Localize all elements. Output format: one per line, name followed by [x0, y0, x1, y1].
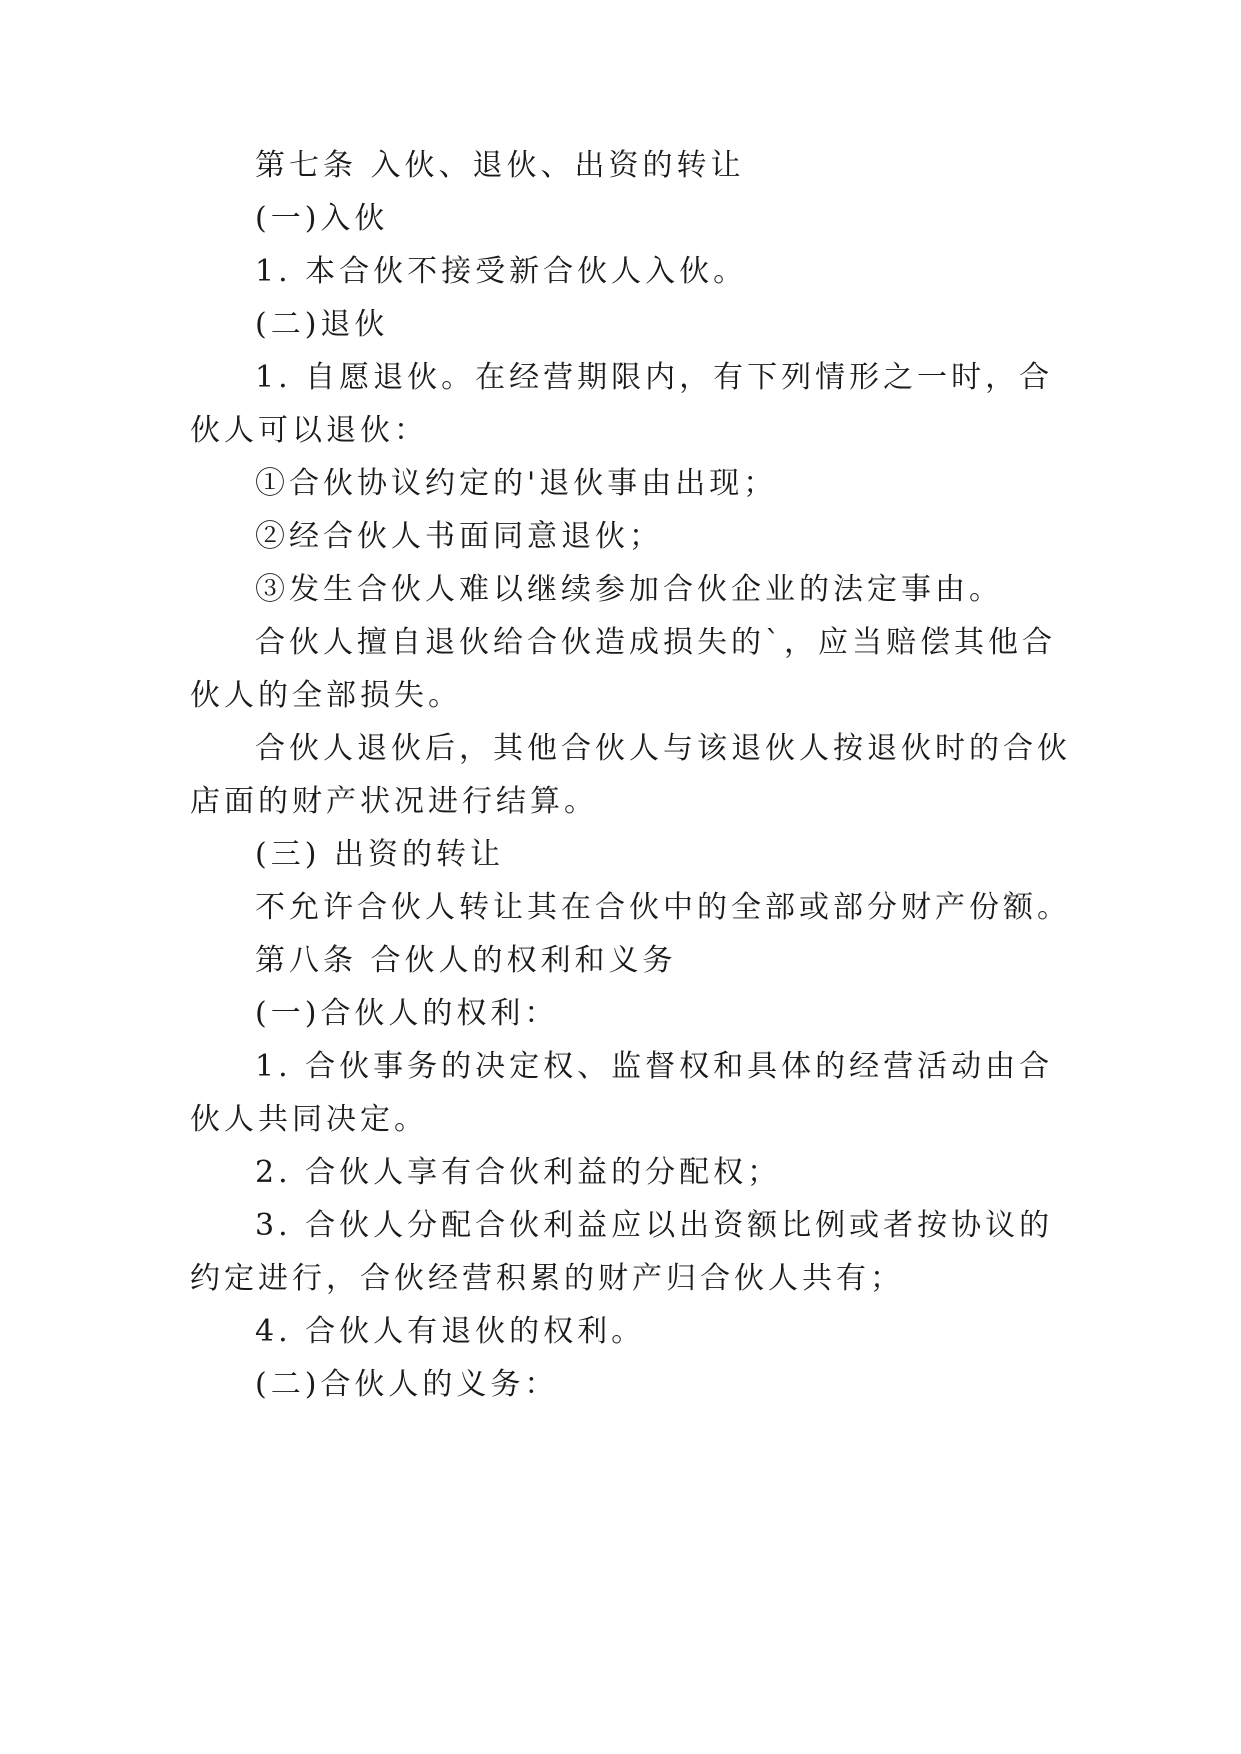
paragraph-settlement-cont: 店面的财产状况进行结算。: [190, 784, 598, 819]
list-item-circled-2: ②经合伙人书面同意退伙；: [255, 519, 663, 554]
section-join-heading: (一)入伙: [255, 201, 389, 236]
list-item-circled-1: ①合伙协议约定的'退伙事由出现；: [255, 466, 778, 501]
paragraph-unauthorized-withdraw-cont: 伙人的全部损失。: [190, 678, 462, 713]
paragraph-unauthorized-withdraw: 合伙人擅自退伙给合伙造成损失的`，应当赔偿其他合: [255, 625, 1056, 660]
section-transfer-heading: (三) 出资的转让: [255, 837, 504, 872]
paragraph-rights-item-1-cont: 伙人共同决定。: [190, 1102, 428, 1137]
paragraph-transfer: 不允许合伙人转让其在合伙中的全部或部分财产份额。: [255, 890, 1071, 925]
paragraph-rights-item-3: 3. 合伙人分配合伙利益应以出资额比例或者按协议的: [255, 1208, 1054, 1243]
section-rights-heading: (一)合伙人的权利：: [255, 996, 559, 1031]
paragraph-rights-item-2: 2. 合伙人享有合伙利益的分配权；: [255, 1155, 782, 1190]
paragraph-withdraw-item-1: 1. 自愿退伙。在经营期限内，有下列情形之一时，合: [255, 360, 1054, 395]
paragraph-rights-item-1: 1. 合伙事务的决定权、监督权和具体的经营活动由合: [255, 1049, 1054, 1084]
paragraph-rights-item-4: 4. 合伙人有退伙的权利。: [255, 1314, 646, 1349]
paragraph-rights-item-3-cont: 约定进行，合伙经营积累的财产归合伙人共有；: [190, 1261, 904, 1296]
list-item-circled-3: ③发生合伙人难以继续参加合伙企业的法定事由。: [255, 572, 1003, 607]
article-8-heading: 第八条 合伙人的权利和义务: [255, 943, 677, 978]
paragraph-join-item-1: 1. 本合伙不接受新合伙人入伙。: [255, 254, 748, 289]
section-withdraw-heading: (二)退伙: [255, 307, 389, 342]
paragraph-withdraw-item-1-cont: 伙人可以退伙：: [190, 413, 428, 448]
article-7-heading: 第七条 入伙、退伙、出资的转让: [255, 148, 745, 183]
paragraph-settlement: 合伙人退伙后，其他合伙人与该退伙人按退伙时的合伙: [255, 731, 1071, 766]
section-duties-heading: (二)合伙人的义务：: [255, 1367, 559, 1402]
